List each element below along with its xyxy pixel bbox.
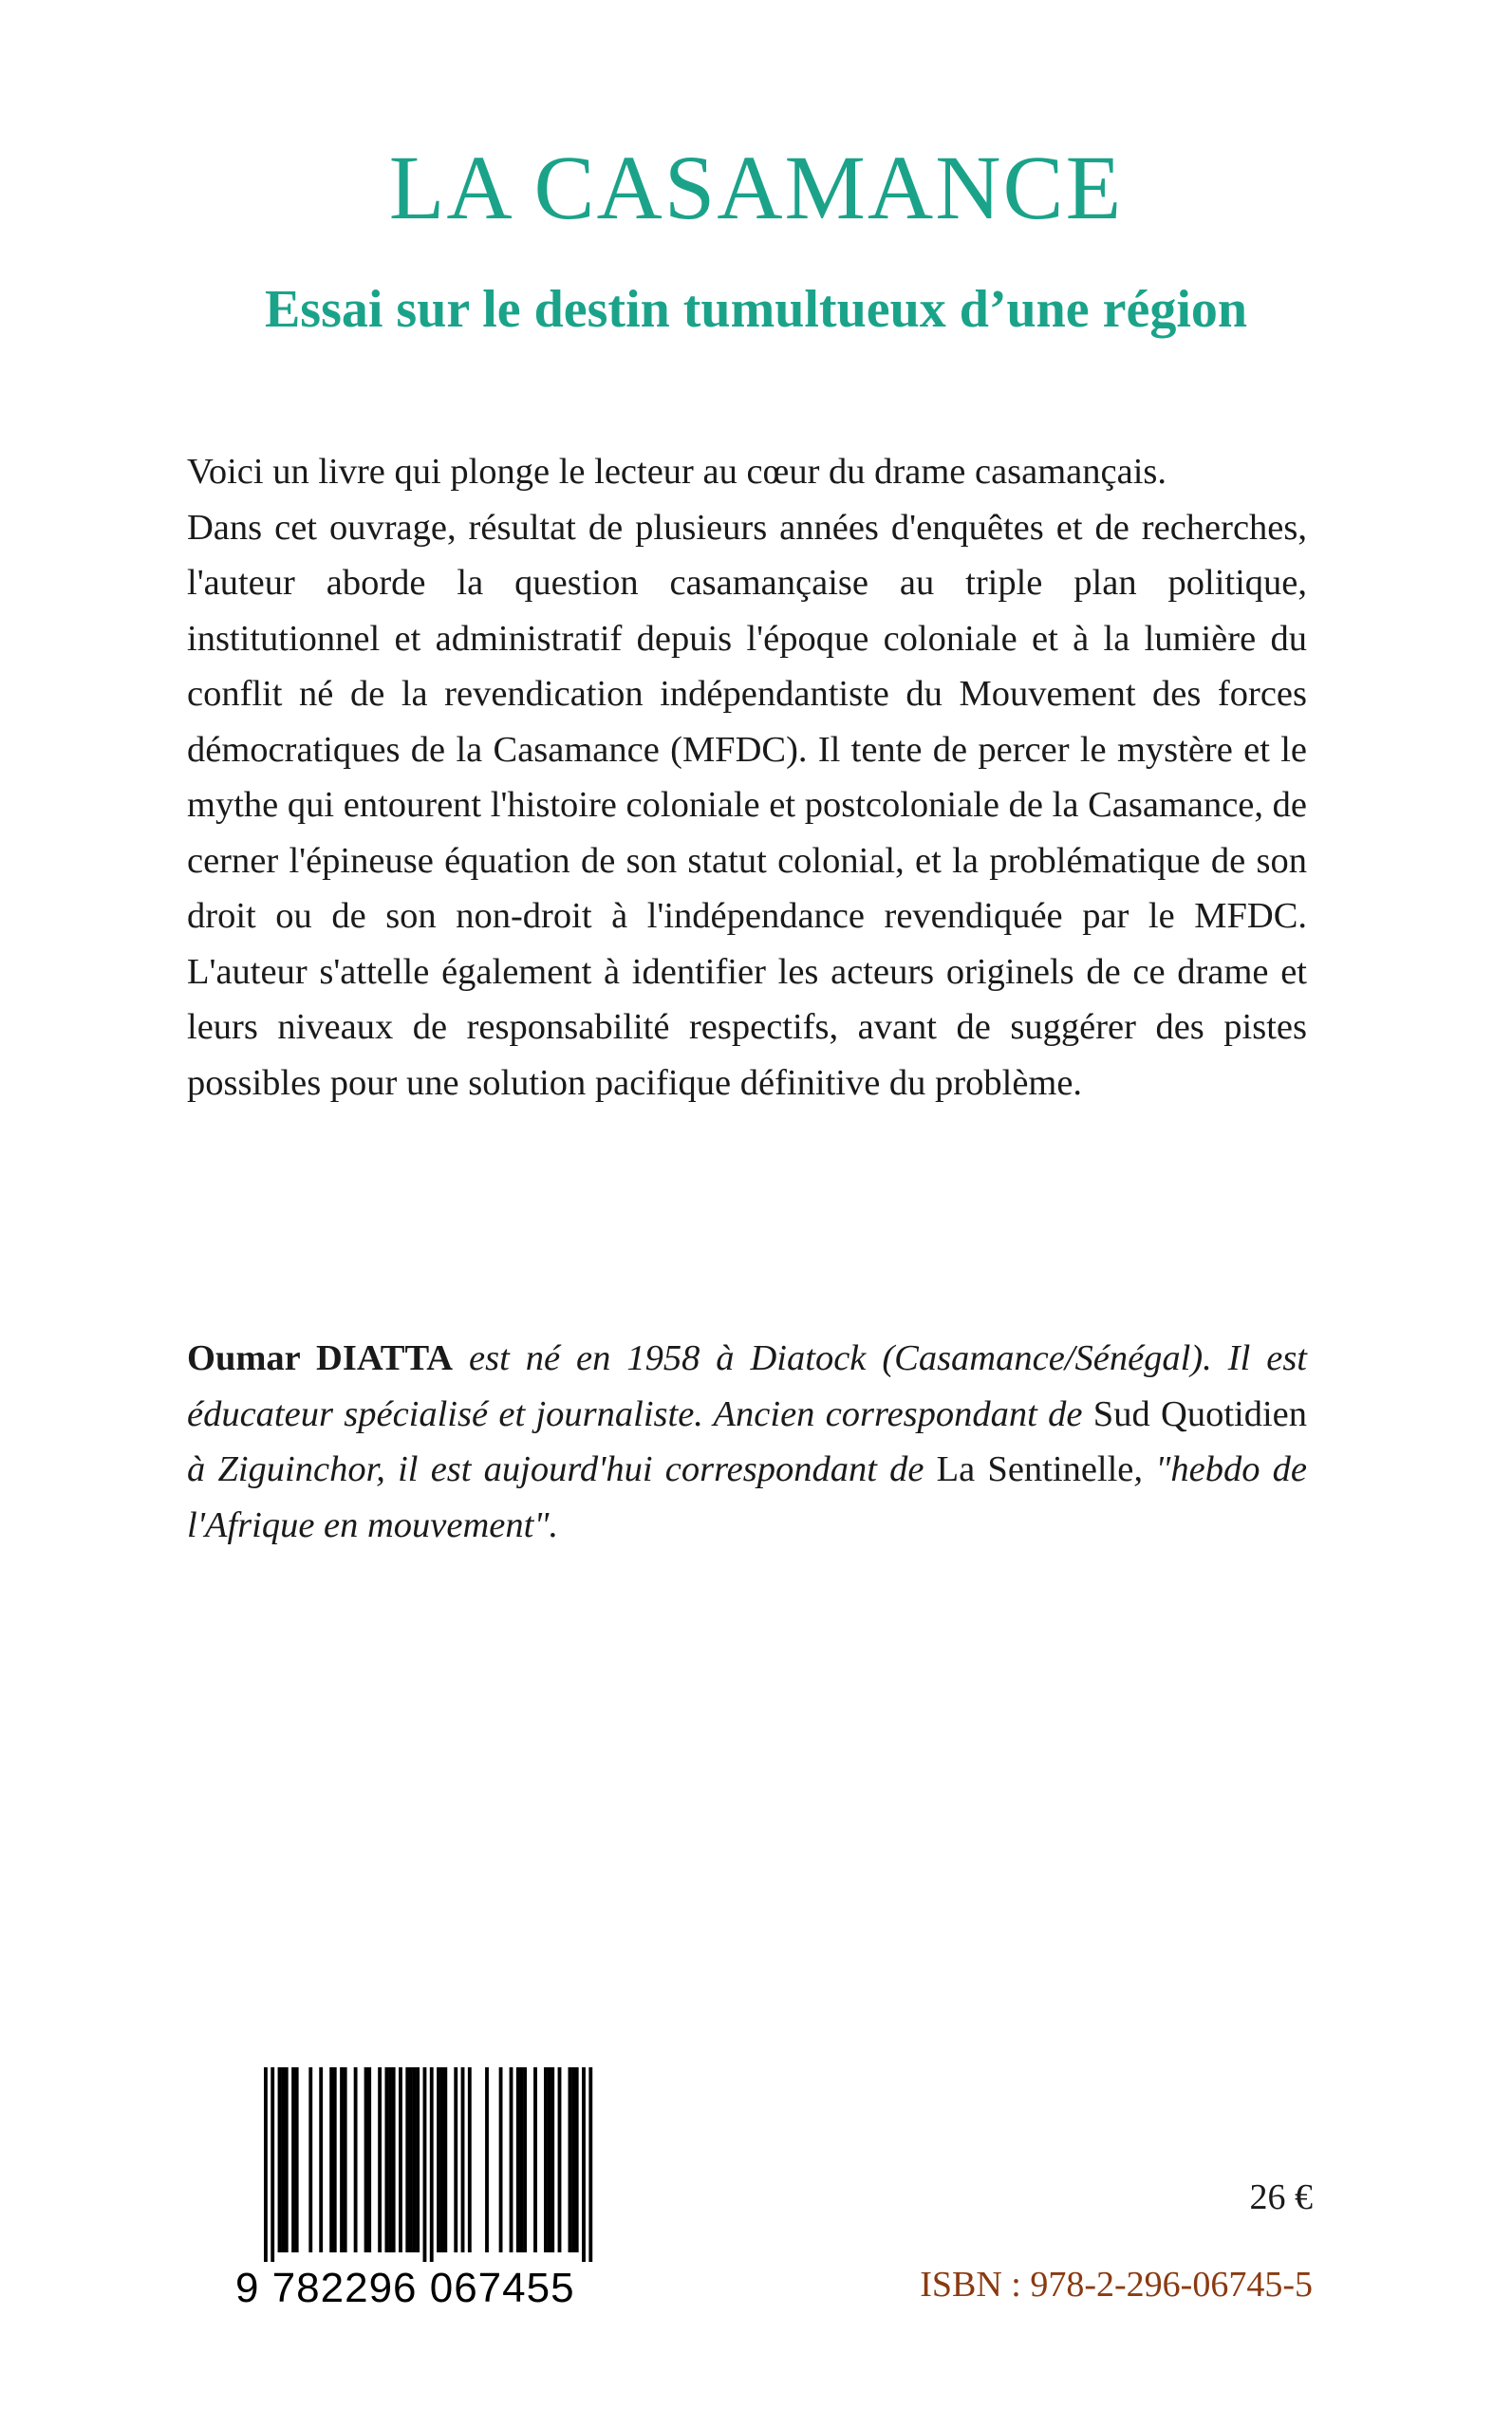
barcode-bar — [551, 2067, 554, 2252]
barcode-bar — [544, 2067, 548, 2252]
author-name: Oumar DIATTA — [187, 1338, 454, 1378]
barcode-bar — [340, 2067, 344, 2252]
barcode-bar — [271, 2067, 274, 2262]
author-bio — [187, 1331, 1307, 1553]
barcode-bar — [364, 2067, 368, 2252]
barcode-bar — [319, 2067, 323, 2252]
barcode-bar — [523, 2067, 527, 2252]
barcode-bar — [416, 2067, 420, 2252]
barcode-bar — [405, 2067, 409, 2252]
barcode-bar — [384, 2067, 388, 2252]
book-subtitle: Essai sur le destin tumultueux d’une région — [264, 280, 1248, 339]
barcode-bar — [344, 2067, 347, 2252]
author-bio-part-2: à Ziguinchor, il est aujourd'hui correspondant de — [187, 1449, 937, 1489]
barcode-bar — [510, 2067, 513, 2252]
barcode-bar — [569, 2067, 572, 2252]
barcode-bar — [285, 2067, 289, 2252]
book-title: LA CASAMANCE — [388, 137, 1124, 238]
barcode-bar — [295, 2067, 299, 2252]
barcode-bar — [575, 2067, 579, 2252]
barcode-bar — [582, 2067, 586, 2262]
barcode-bar — [378, 2067, 382, 2252]
barcode-bar — [588, 2067, 592, 2262]
barcode-bar — [454, 2067, 457, 2252]
barcode-bar — [437, 2067, 440, 2252]
barcode-bar — [409, 2067, 413, 2252]
barcode-bar — [423, 2067, 427, 2262]
barcode-bar — [329, 2067, 333, 2252]
barcode-bar — [558, 2067, 562, 2252]
barcode-bar — [354, 2067, 358, 2252]
barcode-bar — [367, 2067, 371, 2252]
barcode-bar — [533, 2067, 537, 2252]
barcode-bar — [281, 2067, 285, 2252]
barcode-bar — [485, 2067, 489, 2252]
barcode-bar — [461, 2067, 465, 2252]
barcode-bars — [235, 2067, 598, 2262]
isbn: ISBN : 978-2-296-06745-5 — [920, 2265, 1313, 2305]
author-bio-part-3: , "hebdo de l'Afrique en mouvement". — [187, 1449, 1308, 1545]
barcode-bar — [468, 2067, 472, 2252]
barcode-bar — [548, 2067, 551, 2252]
barcode-bar — [440, 2067, 444, 2252]
blurb — [187, 444, 1307, 1111]
barcode-bar — [291, 2067, 295, 2252]
barcode-bar — [430, 2067, 434, 2262]
barcode-bar — [388, 2067, 392, 2252]
barcode-bar — [516, 2067, 520, 2252]
author-bio-part-1: est né en 1958 à Diatock (Casamance/Sénégal). Il est éducateur spécialisé et journaliste. Ancien correspondant de — [187, 1338, 1307, 1434]
barcode-bar — [392, 2067, 396, 2252]
barcode-bar — [571, 2067, 575, 2252]
publication-1: Sud Quotidien — [1092, 1393, 1307, 1434]
barcode-bar — [520, 2067, 524, 2252]
barcode-bar — [278, 2067, 282, 2252]
blurb-paragraph-2: Dans cet ouvrage, résultat de plusieurs années d'enquêtes et de recherches, l'auteur aborde la question casamançaise au triple plan politique, institutionnel et administratif depuis l'époque coloniale et à la lumière du conflit né de la revendication indépendantiste du Mouvement des forces démocratiques de la Casamance (MFDC). Il tente de percer le mystère et le mythe qui entourent l'histoire coloniale et postcoloniale de la Casamance, de cerner l'épineuse équation de son statut colonial, et la problématique de son droit ou de son non-droit à l'indépendance revendiquée par le MFDC. L'auteur s'attelle également à identifier les acteurs originels de ce drame et leurs niveaux de responsabilité respectifs, avant de suggérer des pistes possibles pour une solution pacifique définitive du problème. — [187, 507, 1307, 1103]
barcode-bar — [308, 2067, 312, 2252]
barcode-bar — [264, 2067, 268, 2262]
barcode-bar — [333, 2067, 337, 2252]
publication-2: La Sentinelle — [936, 1449, 1134, 1489]
barcode-bar — [399, 2067, 402, 2252]
barcode-bar — [413, 2067, 417, 2252]
barcode-bar — [443, 2067, 447, 2252]
price: 26 € — [1249, 2177, 1313, 2217]
barcode-digits: 9 782296 067455 — [235, 2265, 575, 2311]
barcode-bar — [499, 2067, 503, 2252]
blurb-paragraph-1: Voici un livre qui plonge le lecteur au cœur du drame casamançais. — [187, 452, 1167, 492]
